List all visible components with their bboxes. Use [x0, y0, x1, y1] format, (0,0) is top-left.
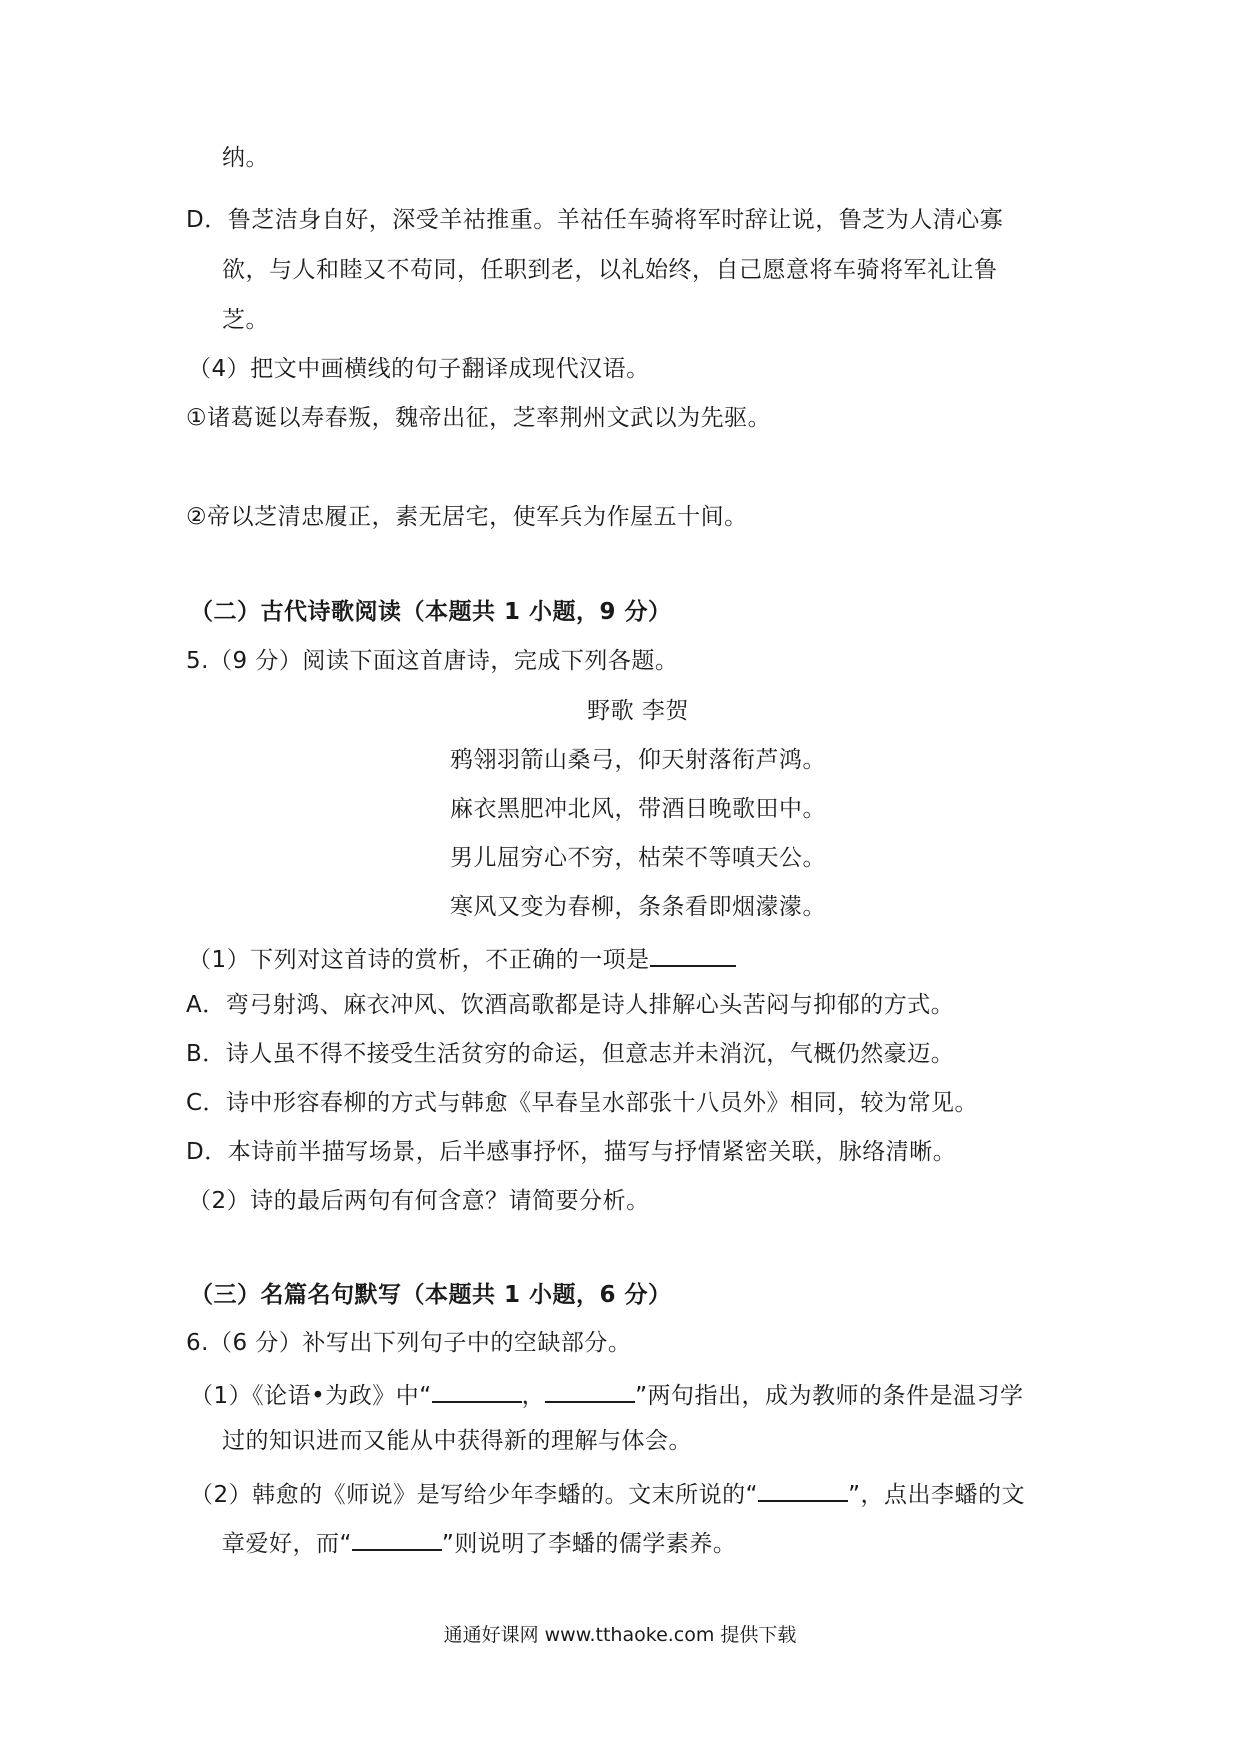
- translate-sentence-2: ②帝以芝清忠履正，素无居宅，使军兵为作屋五十间。: [186, 504, 748, 530]
- page-footer: 通通好课网 www.tthaoke.com 提供下载: [443, 1624, 797, 1646]
- option-d-line2: 欲，与人和睦又不苟同，任职到老，以礼始终，自己愿意将车骑将军礼让鲁: [222, 257, 998, 283]
- option-d-line3: 芝。: [222, 307, 269, 333]
- fill-item-1-line2: 过的知识进而又能从中获得新的理解与体会。: [222, 1428, 692, 1454]
- fill-item-1-prefix: （1）《论语•为政》中“: [190, 1383, 432, 1409]
- question-5: 5.（9 分）阅读下面这首唐诗，完成下列各题。: [186, 648, 679, 674]
- answer-blank[interactable]: [545, 1377, 635, 1403]
- question-6: 6.（6 分）补写出下列句子中的空缺部分。: [186, 1330, 632, 1356]
- answer-blank[interactable]: [758, 1476, 848, 1502]
- fill-item-1-comma: ，: [521, 1383, 546, 1409]
- sub-question-1-text: （1）下列对这首诗的赏析，不正确的一项是: [188, 947, 650, 973]
- fill-item-2-prefix: （2）韩愈的《师说》是写给少年李蟠的。文末所说的“: [190, 1482, 759, 1508]
- poem-line: 寒风又变为春柳，条条看即烟濛濛。: [450, 894, 826, 920]
- poem-line: 鸦翎羽箭山桑弓，仰天射落衔芦鸿。: [450, 747, 826, 773]
- section3-heading: （三）名篇名句默写（本题共 1 小题，6 分）: [190, 1282, 672, 1308]
- fill-item-1-suffix: ”两句指出，成为教师的条件是温习学: [635, 1383, 1024, 1409]
- fill-item-2-line2-prefix: 章爱好，而“: [222, 1531, 352, 1557]
- sub-question-4: （4）把文中画横线的句子翻译成现代汉语。: [188, 356, 650, 382]
- option-c: C．诗中形容春柳的方式与韩愈《早春呈水部张十八员外》相同，较为常见。: [186, 1090, 979, 1116]
- fill-item-1: [190, 1377, 1024, 1411]
- fill-item-2: [190, 1476, 1025, 1510]
- fill-item-2-line2-suffix: ”则说明了李蟠的儒学素养。: [441, 1531, 737, 1557]
- answer-blank[interactable]: [432, 1377, 522, 1403]
- option-d-line1: D．鲁芝洁身自好，深受羊祜推重。羊祜任车骑将军时辞让说，鲁芝为人清心寡: [186, 207, 1004, 233]
- section2-heading: （二）古代诗歌阅读（本题共 1 小题，9 分）: [190, 599, 672, 625]
- option-d: D．本诗前半描写场景，后半感事抒怀，描写与抒情紧密关联，脉络清晰。: [186, 1139, 957, 1165]
- fill-item-2-middle: ”，点出李蟠的文: [848, 1482, 1025, 1508]
- translate-sentence-1: ①诸葛诞以寿春叛，魏帝出征，芝率荆州文武以为先驱。: [186, 405, 772, 431]
- answer-blank[interactable]: [352, 1525, 442, 1551]
- poem-line: 麻衣黑肥冲北风，带酒日晚歌田中。: [450, 796, 826, 822]
- option-a: A．弯弓射鸿、麻衣冲风、饮酒高歌都是诗人排解心头苦闷与抑郁的方式。: [186, 992, 955, 1018]
- option-c-tail: 纳。: [222, 145, 269, 171]
- answer-blank[interactable]: [650, 941, 736, 967]
- poem-line: 男儿屈穷心不穷，枯荣不等嗔天公。: [450, 845, 826, 871]
- fill-item-2-line2: [222, 1525, 736, 1559]
- poem-title: 野歌 李贺: [587, 698, 689, 724]
- option-b: B．诗人虽不得不接受生活贫穷的命运，但意志并未消沉，气概仍然豪迈。: [186, 1041, 955, 1067]
- sub-question-2: （2）诗的最后两句有何含意？请简要分析。: [188, 1188, 650, 1214]
- sub-question-1: [188, 941, 736, 975]
